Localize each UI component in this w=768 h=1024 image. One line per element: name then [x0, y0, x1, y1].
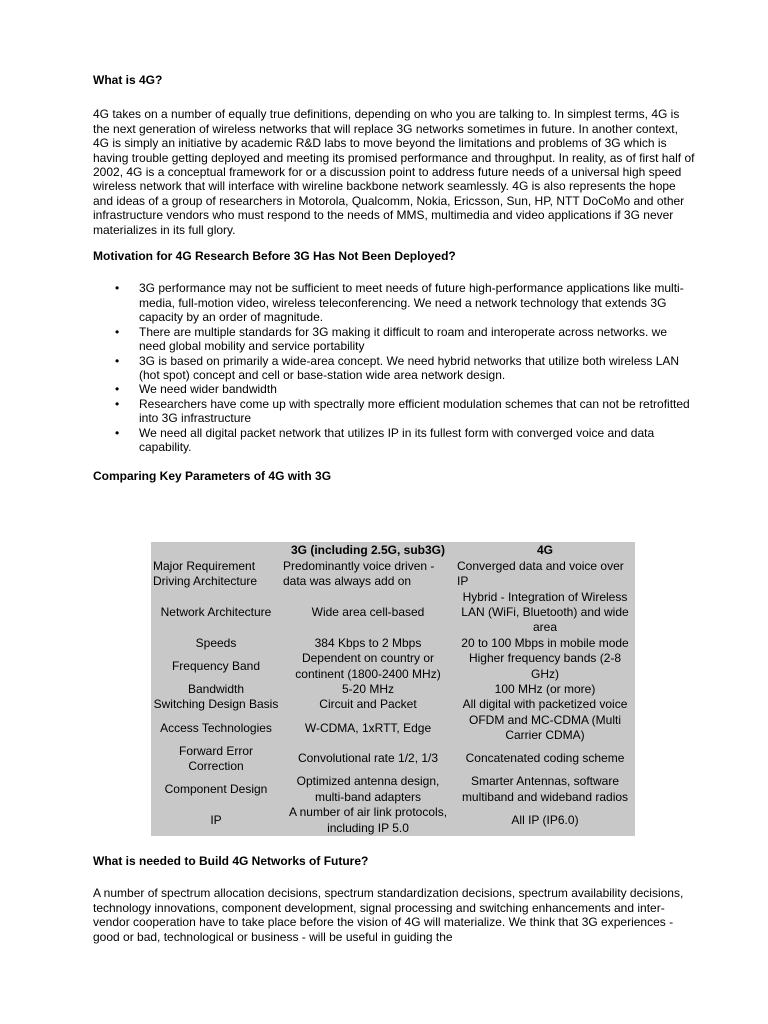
table-cell-parameter: Component Design: [164, 782, 268, 797]
table-cell-4g: Converged data and voice over IP: [457, 558, 624, 589]
table-cell-parameter: IP: [210, 812, 222, 827]
table-cell-3g: Wide area cell-based: [311, 604, 425, 619]
table-header-cell: 4G: [536, 542, 553, 557]
table-header-cell: 3G (including 2.5G, sub3G): [290, 542, 446, 557]
list-item-text: We need wider bandwidth: [139, 382, 277, 397]
list-item: [93, 281, 695, 324]
table-header-row: [151, 542, 635, 559]
table-cell-parameter: Switching Design Basis: [153, 697, 279, 712]
list-item: [93, 382, 695, 396]
table-cell-4g: Smarter Antennas, software multiband and wideband radios: [461, 774, 629, 804]
heading-what-is-needed: What is needed to Build 4G Networks of Future?: [93, 854, 369, 869]
bullet-icon: •: [115, 353, 120, 368]
table-row: [151, 636, 635, 651]
table-cell-3g: 5-20 MHz: [341, 682, 394, 696]
table-row: [151, 590, 635, 636]
paragraph-intro: 4G takes on a number of equally true definitions, depending on who you are talking to. In simplest terms, 4G is the next generation of wireless networks that will replace 3G networks sometimes in future. In another context, 4G is simply an initiative by academic R&D labs to move beyond the limitations and problems of 3G which is having trouble getting deployed and meeting its promised performance and throughput. In reality, as of first half of 2002, 4G is a conceptual framework for or a discussion point to address future needs of a universal high speed wireless network that will interface with wireline backbone network seamlessly. 4G is also represents the hope and ideas of a group of researchers in Motorola, Qualcomm, Nokia, Ericsson, Sun, HP, NTT DoCoMo and other infrastructure vendors who must respond to the needs of MMS, multimedia and video applications if 3G never materializes in its full glory.: [93, 107, 695, 237]
motivation-list: [93, 281, 695, 454]
bullet-icon: •: [115, 324, 120, 339]
table-cell-4g: All IP (IP6.0): [511, 812, 579, 827]
table-cell-parameter: Bandwidth: [187, 682, 245, 696]
list-item-text: 3G is based on primarily a wide-area concept. We need hybrid networks that utilize both wireless LAN (hot spot) concept and cell or base-station wide area network design.: [139, 353, 680, 382]
list-item-text: There are multiple standards for 3G making it difficult to roam and interoperate across networks. we need global mobility and service portability: [139, 324, 668, 354]
table-row: [151, 697, 635, 712]
list-item: [93, 325, 695, 354]
table-row: [151, 651, 635, 682]
table-cell-parameter: Speeds: [195, 635, 237, 650]
list-item-text: 3G performance may not be sufficient to meet needs of future high-performance applications like multi-media, full-motion video, wireless teleconferencing. We need a network technology that extends 3G capacity by an order of magnitude.: [139, 281, 684, 325]
heading-comparing: Comparing Key Parameters of 4G with 3G: [93, 469, 332, 484]
table-cell-parameter: Forward Error Correction: [178, 743, 253, 774]
table-row: [151, 713, 635, 744]
list-item: [93, 426, 695, 455]
table-cell-4g: Concatenated coding scheme: [465, 751, 625, 766]
table-cell-4g: Hybrid - Integration of Wireless LAN (WiFi, Bluetooth) and wide area: [461, 589, 629, 635]
table-row: [151, 559, 635, 590]
paragraph-build: A number of spectrum allocation decisions, spectrum standardization decisions, spectrum availability decisions, technology innovations, component development, signal processing and switching enhancements and inter-vendor cooperation have to take place before the vision of 4G will materialize. We think that 3G experiences - good or bad, technological or business - will be useful in guiding the: [93, 886, 684, 944]
table-cell-parameter: Network Architecture: [160, 604, 272, 619]
document-page: [93, 73, 695, 944]
list-item-text: Researchers have come up with spectrally more efficient modulation schemes that can not be retrofitted into 3G infrastructure: [139, 396, 690, 426]
table-cell-3g: A number of air link protocols, including IP 5.0: [288, 805, 448, 835]
table-cell-3g: Dependent on country or continent (1800-2400 MHz): [295, 651, 441, 681]
table-row: [151, 774, 635, 805]
table-cell-4g: OFDM and MC-CDMA (Multi Carrier CDMA): [468, 712, 621, 743]
heading-motivation: Motivation for 4G Research Before 3G Has Not Been Deployed?: [93, 249, 456, 264]
bullet-icon: •: [115, 396, 120, 411]
table-cell-3g: Convolutional rate 1/2, 1/3: [297, 751, 439, 766]
heading-what-is-4g: What is 4G?: [93, 73, 163, 87]
table-cell-3g: 384 Kbps to 2 Mbps: [314, 635, 422, 650]
list-item-text: We need all digital packet network that utilizes IP in its fullest form with converged voice and data capability.: [139, 425, 655, 454]
table-cell-4g: All digital with packetized voice: [462, 697, 628, 712]
comparison-table: [151, 542, 635, 836]
list-item: [93, 354, 695, 383]
table-cell-parameter: Major Requirement Driving Architecture: [153, 558, 258, 589]
list-item: [93, 397, 695, 426]
table-cell-4g: 100 MHz (or more): [494, 682, 596, 696]
table-cell-3g: Circuit and Packet: [319, 697, 417, 712]
table-row: [151, 805, 635, 836]
table-cell-parameter: Access Technologies: [160, 720, 272, 735]
bullet-icon: •: [115, 281, 120, 296]
table-cell-3g: Optimized antenna design, multi-band adapters: [296, 774, 440, 804]
table-row: [151, 744, 635, 775]
table-cell-3g: Predominantly voice driven - data was always add on: [283, 558, 435, 589]
table-cell-3g: W-CDMA, 1xRTT, Edge: [304, 720, 432, 735]
table-header-cell: [151, 542, 281, 559]
bullet-icon: •: [115, 382, 120, 397]
bullet-icon: •: [115, 425, 120, 440]
table-cell-parameter: Frequency Band: [171, 658, 261, 673]
table-cell-4g: Higher frequency bands (2-8 GHz): [468, 651, 622, 681]
table-row: [151, 682, 635, 697]
table-cell-4g: 20 to 100 Mbps in mobile mode: [461, 635, 629, 650]
